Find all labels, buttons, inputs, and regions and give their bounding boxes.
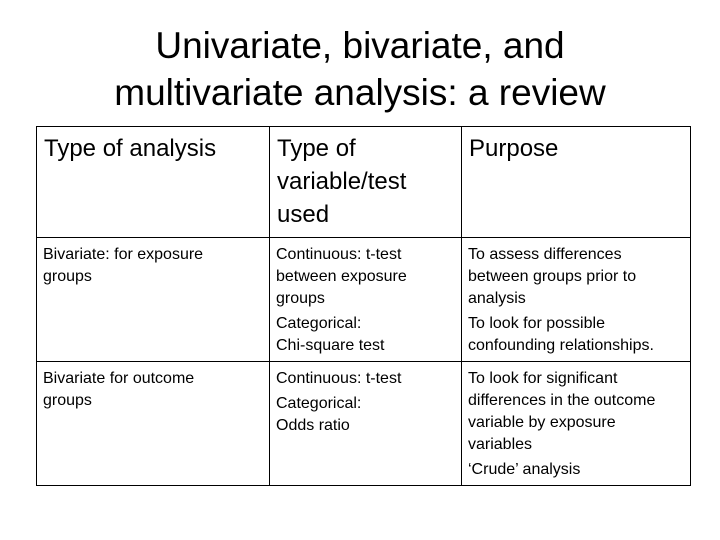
- purpose-paragraph: To look for significant differences in the outcome variable by exposure variables: [468, 370, 656, 453]
- cell-variable-test: [270, 238, 462, 362]
- cell-line: Bivariate: for exposure: [43, 246, 204, 263]
- header-line: Type of: [277, 135, 356, 162]
- slide-title-line-2: multivariate analysis: a review: [114, 72, 606, 113]
- table-header-row: [37, 127, 691, 238]
- cell-purpose: [462, 362, 691, 486]
- header-line: variable/test: [277, 168, 407, 195]
- cell-analysis: [37, 362, 270, 486]
- categorical-paragraph: Categorical: Chi-square test: [276, 315, 385, 354]
- slide-title-line-1: Univariate, bivariate, and: [155, 25, 565, 66]
- cell-line: groups: [43, 392, 92, 409]
- cell-analysis: [37, 238, 270, 362]
- header-line: used: [277, 201, 330, 228]
- categorical-paragraph: Categorical: Odds ratio: [276, 395, 362, 434]
- analysis-review-table: [36, 126, 691, 486]
- cell-line: Bivariate for outcome: [43, 370, 195, 387]
- header-type-of-variable-test: [270, 127, 462, 238]
- purpose-paragraph: ‘Crude’ analysis: [468, 461, 581, 478]
- cell-variable-test: [270, 362, 462, 486]
- slide-title: [0, 22, 720, 116]
- table-row: [37, 362, 691, 486]
- continuous-paragraph: Continuous: t-test: [276, 370, 402, 387]
- purpose-paragraph: To assess differences between groups prior to analysis: [468, 246, 637, 307]
- header-purpose: Purpose: [462, 127, 691, 238]
- continuous-paragraph: Continuous: t-test between exposure groups: [276, 246, 407, 307]
- cell-purpose: [462, 238, 691, 362]
- cell-line: groups: [43, 268, 92, 285]
- table-row: [37, 238, 691, 362]
- purpose-paragraph: To look for possible confounding relationships.: [468, 315, 654, 354]
- header-type-of-analysis: Type of analysis: [37, 127, 270, 238]
